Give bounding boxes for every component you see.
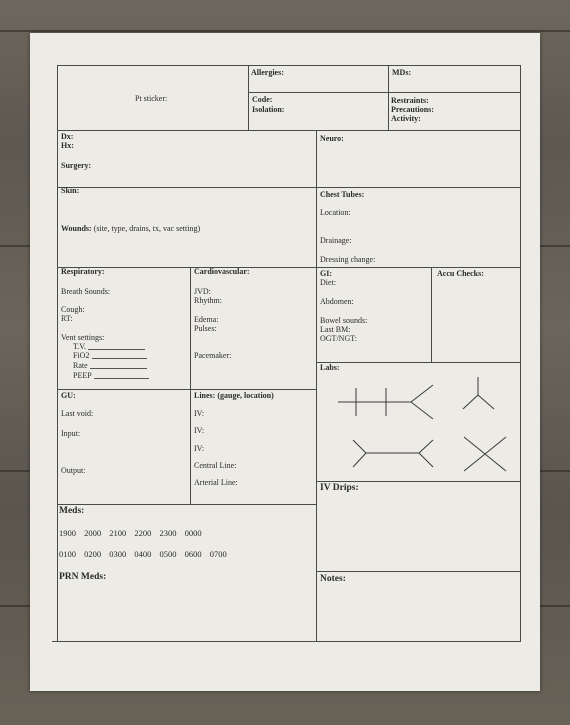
- chest-tubes-label: Chest Tubes:: [320, 190, 365, 199]
- divider: [248, 65, 249, 130]
- isolation-label: Isolation:: [252, 105, 285, 114]
- cough-label: Cough:: [61, 305, 85, 314]
- tv-label: T.V.: [73, 342, 87, 351]
- divider: [248, 92, 520, 93]
- allergies-label: Allergies:: [251, 68, 284, 77]
- peep-blank: [94, 378, 149, 379]
- pacemaker-label: Pacemaker:: [194, 351, 232, 360]
- rhythm-label: Rhythm:: [194, 296, 223, 305]
- rt-label: RT:: [61, 314, 73, 323]
- labs-label: Labs:: [320, 363, 340, 372]
- last-void-label: Last void:: [61, 409, 94, 418]
- wounds-label: [61, 224, 200, 233]
- wounds-title: Wounds:: [61, 224, 92, 233]
- med-times-row-1: 1900 2000 2100 2200 2300 0000: [59, 528, 202, 538]
- dx-label: Dx:: [61, 132, 74, 141]
- output-label: Output:: [61, 466, 86, 475]
- notes-label: Notes:: [320, 574, 346, 584]
- fio2-label: FiO2: [73, 351, 90, 360]
- divider: [388, 65, 389, 130]
- chest-drainage-label: Drainage:: [320, 236, 352, 245]
- restraints-label: Restraints:: [391, 96, 429, 105]
- central-line-label: Central Line:: [194, 461, 237, 470]
- divider: [57, 267, 521, 268]
- vent-settings-label: Vent settings:: [61, 333, 105, 342]
- ogt-ngt-label: OGT/NGT:: [320, 334, 357, 343]
- respiratory-label: Respiratory:: [61, 267, 105, 276]
- lines-label: [194, 391, 274, 400]
- pulses-label: Pulses:: [194, 324, 217, 333]
- last-bm-label: Last BM:: [320, 325, 351, 334]
- meds-label: Meds:: [59, 506, 85, 516]
- tv-blank: [88, 349, 145, 350]
- wounds-note: (site, type, drains, tx, vac setting): [93, 224, 201, 233]
- lines-note: (gauge, location): [217, 391, 274, 400]
- divider: [190, 267, 191, 505]
- breath-sounds-label: Breath Sounds:: [61, 287, 111, 296]
- hx-label: Hx:: [61, 141, 74, 150]
- border-top: [57, 65, 521, 66]
- iv-label-2: IV:: [194, 426, 205, 435]
- rate-label: Rate: [73, 361, 88, 370]
- mds-label: MDs:: [392, 68, 412, 77]
- chest-dressing-label: Dressing change:: [320, 255, 376, 264]
- lab-fishbone-diagrams: [316, 363, 521, 481]
- border-left: [57, 65, 58, 642]
- gi-label: GI:: [320, 269, 332, 278]
- abdomen-label: Abdomen:: [320, 297, 354, 306]
- prn-meds-label: PRN Meds:: [59, 572, 107, 582]
- border-bottom: [52, 641, 521, 642]
- divider: [431, 267, 432, 363]
- iv-label-3: IV:: [194, 444, 205, 453]
- jvd-label: JVD:: [194, 287, 211, 296]
- iv-label-1: IV:: [194, 409, 205, 418]
- diet-label: Diet:: [320, 278, 336, 287]
- skin-label: Skin:: [61, 186, 80, 195]
- wood-seam: [0, 30, 570, 32]
- divider: [316, 571, 521, 572]
- divider: [57, 504, 316, 505]
- input-label: Input:: [61, 429, 81, 438]
- chest-location-label: Location:: [320, 208, 351, 217]
- divider: [316, 481, 521, 482]
- divider: [57, 130, 521, 131]
- report-sheet: [30, 33, 540, 691]
- arterial-line-label: Arterial Line:: [194, 478, 238, 487]
- gu-label: GU:: [61, 391, 76, 400]
- bowel-sounds-label: Bowel sounds:: [320, 316, 368, 325]
- lines-title: Lines:: [194, 391, 216, 400]
- rate-blank: [90, 368, 147, 369]
- iv-drips-label: IV Drips:: [320, 483, 359, 493]
- border-right: [520, 65, 521, 642]
- divider: [57, 187, 521, 188]
- med-times-row-2: 0100 0200 0300 0400 0500 0600 0700: [59, 549, 227, 559]
- surgery-label: Surgery:: [61, 161, 92, 170]
- peep-label: PEEP: [73, 371, 92, 380]
- pt-sticker-label: Pt sticker:: [135, 94, 168, 103]
- divider: [57, 389, 316, 390]
- cardiovascular-label: Cardiovascular:: [194, 267, 250, 276]
- fio2-blank: [92, 358, 147, 359]
- activity-label: Activity:: [391, 114, 421, 123]
- neuro-label: Neuro:: [320, 134, 344, 143]
- edema-label: Edema:: [194, 315, 219, 324]
- code-label: Code:: [252, 95, 273, 104]
- accu-checks-label: Accu Checks:: [437, 269, 484, 278]
- precautions-label: Precautions:: [391, 105, 434, 114]
